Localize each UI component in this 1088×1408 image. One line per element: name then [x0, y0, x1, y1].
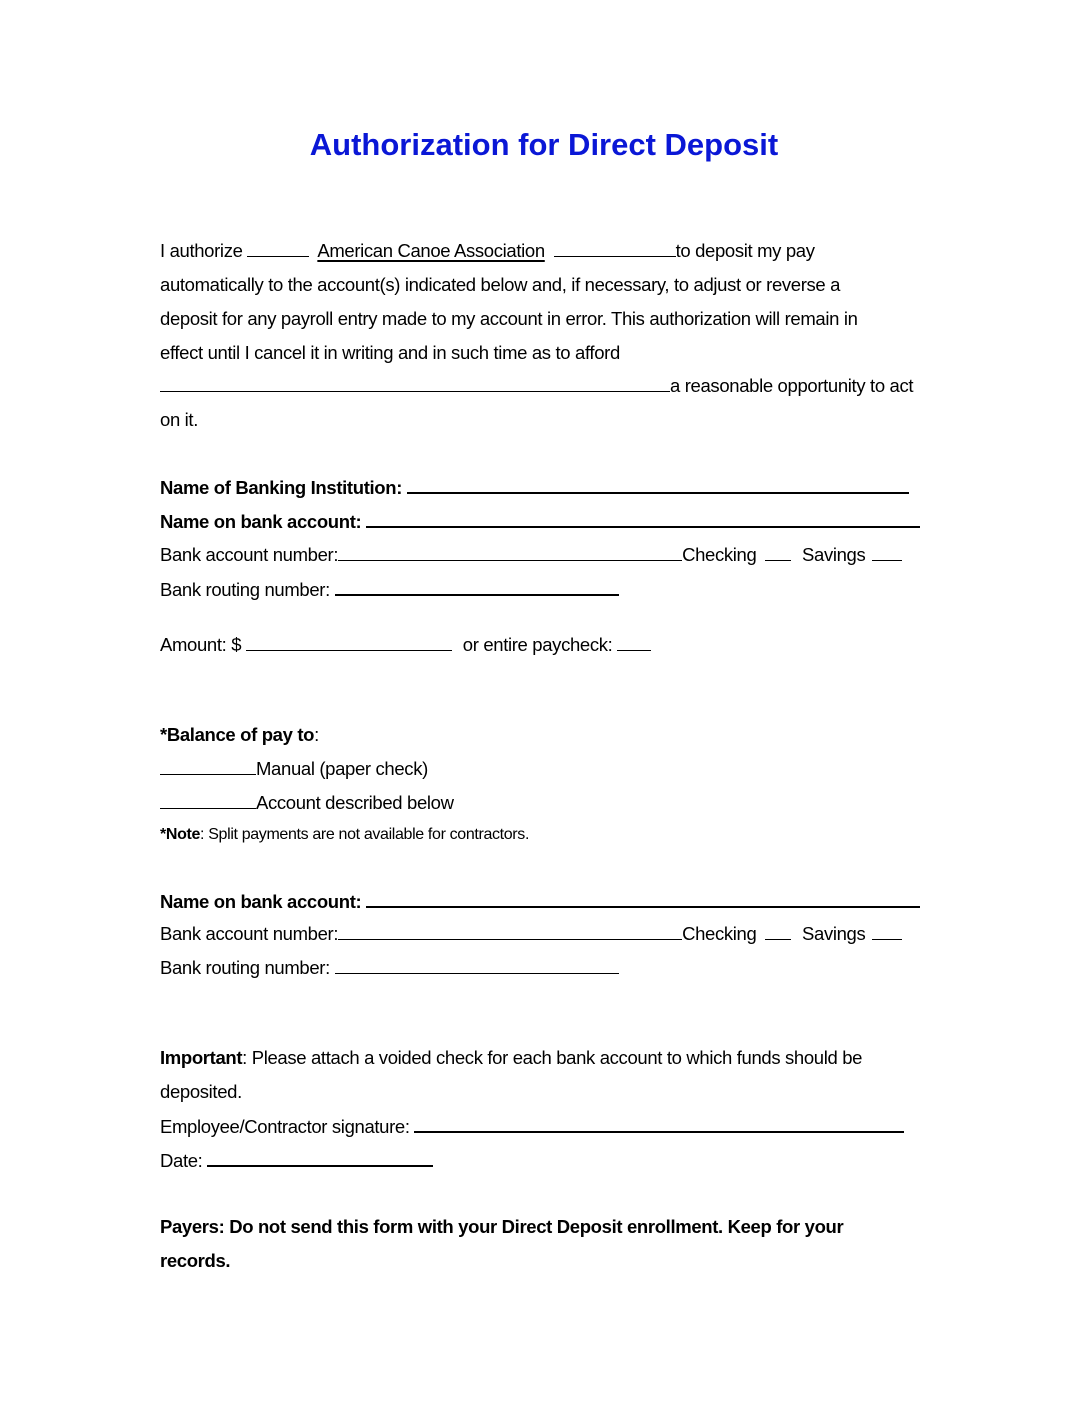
account-name-field-2[interactable]: [366, 890, 920, 908]
routing-number-row-2: Bank routing number:: [160, 957, 619, 979]
afford-party-blank[interactable]: [160, 375, 670, 392]
authorization-line-1: I authorize American Canoe Association to deposit my pay: [160, 240, 815, 261]
account-number-field[interactable]: [338, 544, 682, 561]
amount-field[interactable]: [246, 634, 452, 651]
employer-blank-left: [247, 240, 309, 257]
routing-number-row: Bank routing number:: [160, 578, 619, 601]
account-name-field[interactable]: [366, 510, 920, 528]
important-line-1: Important: Please attach a voided check for each bank account to which funds should be: [160, 1047, 863, 1068]
routing-number-field-2[interactable]: [335, 957, 619, 974]
signature-field[interactable]: [414, 1115, 904, 1133]
account-number-row-2: Bank account number: Checking Savings: [160, 923, 902, 945]
account-below-checkbox[interactable]: [160, 792, 256, 809]
account-name-row-2: Name on bank account:: [160, 890, 920, 913]
balance-option-account: Account described below: [160, 792, 454, 814]
checking-checkbox[interactable]: [765, 544, 791, 561]
checking-checkbox-2[interactable]: [765, 923, 791, 940]
authorization-line-4: effect until I cancel it in writing and in such time as to afford: [160, 342, 620, 363]
balance-heading: *Balance of pay to:: [160, 724, 319, 745]
authorization-line-2: automatically to the account(s) indicated below and, if necessary, to adjust or reverse a: [160, 274, 841, 295]
bank-name-field[interactable]: [407, 476, 909, 494]
split-payment-note: *Note: Split payments are not available for contractors.: [160, 826, 530, 843]
savings-checkbox-2[interactable]: [872, 923, 902, 940]
employer-name-field[interactable]: American Canoe Association: [317, 240, 545, 261]
date-field[interactable]: [207, 1149, 433, 1167]
signature-row: Employee/Contractor signature:: [160, 1115, 904, 1138]
payers-note-line-2: records.: [160, 1250, 231, 1271]
amount-row: Amount: $ or entire paycheck:: [160, 634, 651, 656]
authorization-line-6: on it.: [160, 409, 199, 430]
account-number-row: Bank account number: Checking Savings: [160, 544, 902, 566]
document-title: Authorization for Direct Deposit: [309, 127, 779, 162]
manual-checkbox[interactable]: [160, 758, 256, 775]
savings-checkbox[interactable]: [872, 544, 902, 561]
date-row: Date:: [160, 1149, 433, 1172]
balance-option-manual: Manual (paper check): [160, 758, 428, 780]
bank-name-row: Name of Banking Institution:: [160, 476, 909, 499]
important-line-2: deposited.: [160, 1081, 242, 1102]
authorization-line-5: a reasonable opportunity to act: [160, 375, 913, 397]
entire-paycheck-checkbox[interactable]: [617, 634, 651, 651]
authorization-line-3: deposit for any payroll entry made to my account in error. This authorization will remain in: [160, 308, 858, 329]
account-number-field-2[interactable]: [338, 923, 682, 940]
employer-blank-right: [554, 240, 676, 257]
payers-note-line-1: Payers: Do not send this form with your Direct Deposit enrollment. Keep for your: [160, 1216, 844, 1237]
account-name-row: Name on bank account:: [160, 510, 920, 533]
routing-number-field[interactable]: [335, 578, 619, 596]
